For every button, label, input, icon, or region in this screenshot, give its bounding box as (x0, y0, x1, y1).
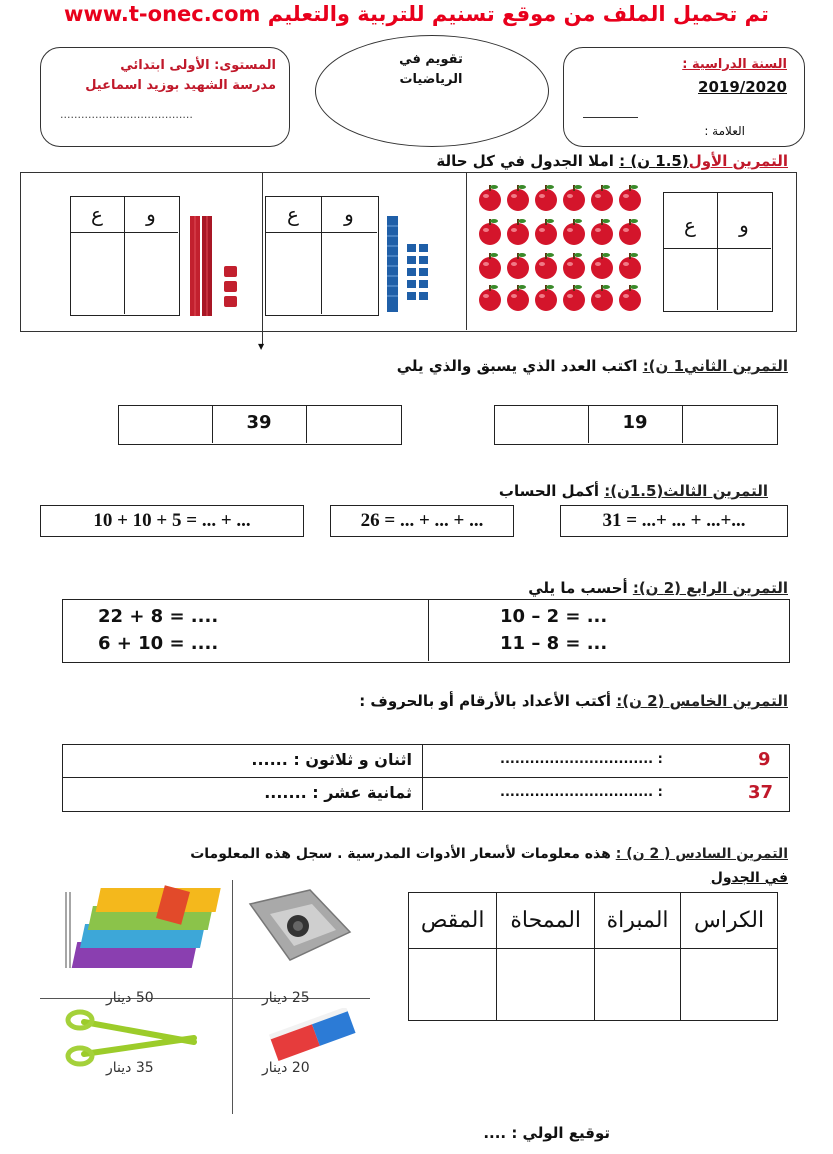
cell-scissors-price[interactable] (409, 949, 497, 1021)
red-tens-rods-icon (188, 214, 248, 320)
test-title-line2: الرياضيات (399, 72, 463, 87)
ex2-instruction: اكتب العدد الذي يسبق والذي يلي (396, 357, 638, 375)
ex5-number-37: 37 (748, 782, 774, 803)
table-b-tens-header: ع (287, 202, 299, 226)
supplies-vline (232, 880, 233, 1114)
table-c-tens-header: ع (684, 213, 696, 237)
year-label: السنة الدراسية : (682, 57, 787, 72)
price-table (408, 892, 778, 1021)
ex5-number-9: 9 (758, 749, 771, 770)
ex5-dots-1: ............................... : (500, 752, 663, 767)
level-text: المستوى: الأولى ابتدائي (120, 58, 276, 73)
ex5-title (270, 692, 788, 710)
header-scissors: المقص (409, 893, 497, 949)
price-scissors: 35 دينار (106, 1060, 154, 1076)
ex2-seq-right-div2 (682, 405, 683, 443)
ex6-title (30, 846, 788, 862)
table-b-units-header: و (344, 202, 354, 226)
ex4-sum-a: 22 + 8 = .... (98, 606, 219, 627)
ex4-divider (428, 599, 429, 661)
table-b-hline (265, 232, 377, 233)
ex3-instruction: أكمل الحساب (498, 482, 599, 500)
ex5-divider (422, 744, 423, 810)
ex5-words-1: اثنان و ثلاثون : ...... (251, 750, 412, 769)
cell-notebook-price[interactable] (681, 949, 778, 1021)
parent-signature: توقيع الولي : .... (483, 1124, 610, 1142)
ex1-title (300, 152, 788, 170)
ex3-title (300, 482, 768, 500)
ex2-number-19: 19 (622, 412, 648, 433)
ex4-instruction: أحسب ما يلي (528, 579, 628, 597)
ex3-equation-1: 10 + 10 + 5 = ... + ... (40, 505, 304, 537)
ex5-dots-2: ............................... : (500, 785, 663, 800)
ex4-sum-b: 6 + 10 = .... (98, 633, 219, 654)
scissors-icon (64, 1008, 204, 1068)
blue-base-ten-blocks-icon (385, 214, 445, 314)
test-title-line1: تقويم في (399, 52, 463, 67)
ex2-number-39: 39 (246, 412, 272, 433)
ex1-divider2 (466, 172, 467, 330)
grade-line (583, 117, 638, 118)
table-a-units-header: و (146, 202, 156, 226)
ex1-divider-arrow: ▼ (258, 342, 265, 351)
ex4-label: التمرين الرابع (2 ن): (632, 579, 788, 597)
source-banner: تم تحميل الملف من موقع تسنيم للتربية والتعليم www.t-onec.com (64, 2, 769, 26)
header-eraser: الممحاة (497, 893, 595, 949)
ex1-divider (262, 172, 263, 344)
school-name: مدرسة الشهيد بوزيد اسماعيل (85, 78, 276, 93)
price-notebook: 50 دينار (106, 990, 154, 1006)
ex3-equation-3: 31 = ...+ ... + ...+... (560, 505, 788, 537)
header-notebook: الكراس (681, 893, 778, 949)
notebooks-icon (60, 882, 225, 982)
ex5-label: التمرين الخامس (2 ن): (616, 692, 788, 710)
name-dots: ...................................... (60, 108, 193, 121)
ex4-diff-c: 10 – 2 = ... (500, 606, 608, 627)
school-year: 2019/2020 (698, 78, 787, 96)
ex3-equation-2: 26 = ... + ... + ... (330, 505, 514, 537)
table-a-tens-header: ع (91, 202, 103, 226)
ex6-instruction-2: في الجدول (710, 870, 788, 886)
ex1-label: التمرين الأول (688, 152, 788, 170)
header-sharpener: المبراة (595, 893, 681, 949)
supplies-hline (40, 998, 370, 999)
ex2-title (300, 357, 788, 375)
table-a-hline (70, 232, 178, 233)
ex3-label: التمرين الثالث(1.5ن): (604, 482, 768, 500)
table-c-units-header: و (739, 213, 749, 237)
ex2-seq-left-div2 (306, 405, 307, 443)
price-eraser: 20 دينار (262, 1060, 310, 1076)
ex1-points: (1.5 ن) : (619, 152, 689, 170)
ex4-title (300, 579, 788, 597)
ex6-label: التمرين السادس ( 2 ن) : (615, 846, 788, 862)
table-c-frame (663, 192, 773, 312)
ex4-diff-d: 11 – 8 = ... (500, 633, 608, 654)
cell-eraser-price[interactable] (497, 949, 595, 1021)
ex1-instruction: املا الجدول في كل حالة (436, 152, 614, 170)
table-c-vline (717, 192, 718, 310)
ex5-hline (62, 777, 788, 778)
grade-label: العلامة : (704, 124, 745, 138)
ex2-label: التمرين الثاني1 ن): (642, 357, 788, 375)
table-c-hline (663, 248, 771, 249)
ex5-words-2: ثمانية عشر : ....... (264, 783, 412, 802)
ex5-instruction: أكتب الأعداد بالأرقام أو بالحروف : (359, 692, 611, 710)
cell-sharpener-price[interactable] (595, 949, 681, 1021)
ex6-instruction: هذه معلومات لأسعار الأدوات المدرسية . سجل هذه المعلومات (190, 846, 611, 862)
apples-group-icon (470, 180, 660, 320)
price-sharpener: 25 دينار (262, 990, 310, 1006)
eraser-icon (262, 1008, 362, 1063)
sharpener-icon (240, 884, 360, 969)
